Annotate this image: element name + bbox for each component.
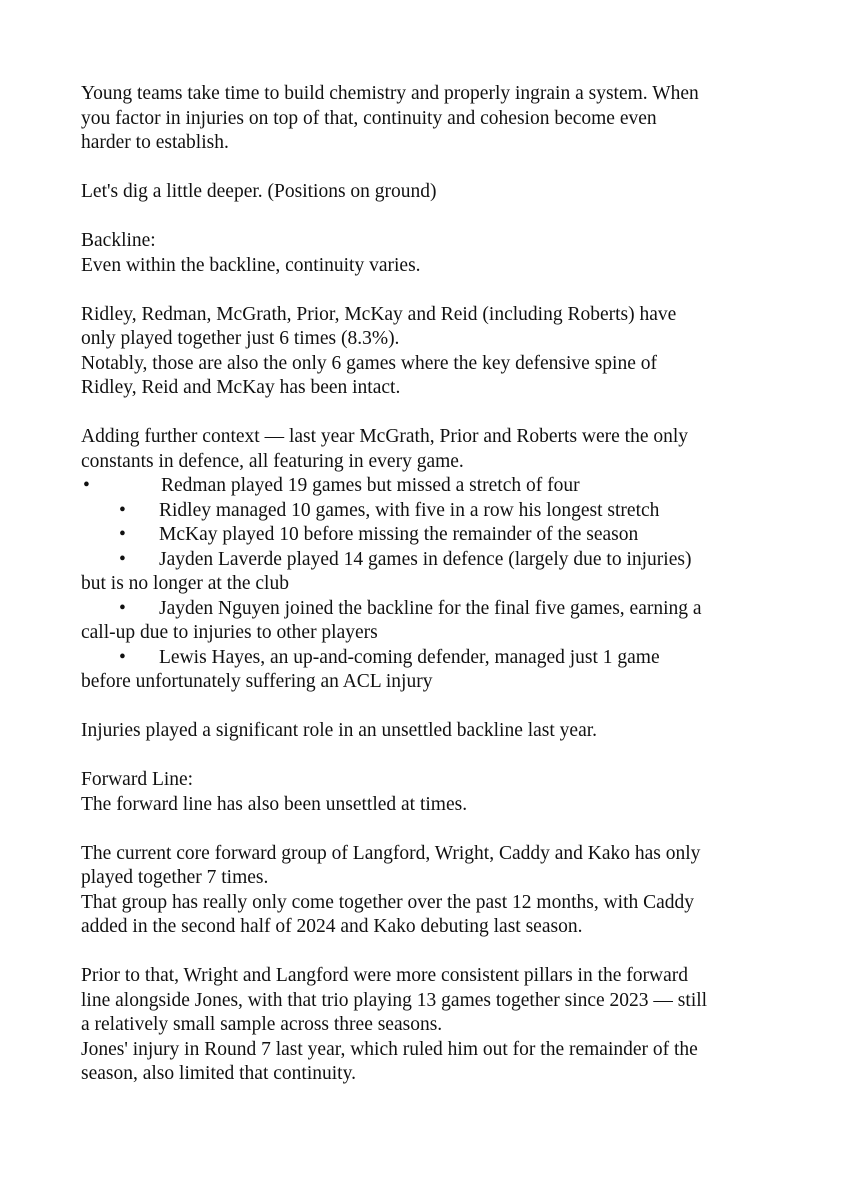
text-line: Jones' injury in Round 7 last year, which ruled him out for the remainder of the xyxy=(81,1038,698,1060)
dig-paragraph xyxy=(81,180,781,205)
text-line: line alongside Jones, with that trio playing 13 games together since 2023 — still xyxy=(81,989,708,1011)
list-item-text: McKay played 10 before missing the remainder of the season xyxy=(159,524,639,545)
injuries-paragraph xyxy=(81,719,781,744)
forward-paragraph-2 xyxy=(81,891,781,940)
list-item xyxy=(81,646,781,671)
text-line: Let's dig a little deeper. (Positions on ground) xyxy=(81,181,437,202)
text-line: season, also limited that continuity. xyxy=(81,1063,356,1084)
text-line: you factor in injuries on top of that, continuity and cohesion become even xyxy=(81,107,657,129)
list-item-continuation: before unfortunately suffering an ACL injury xyxy=(81,671,433,692)
backline-heading: Backline: xyxy=(81,230,156,251)
list-item-continuation: but is no longer at the club xyxy=(81,573,289,594)
text-line: The current core forward group of Langford, Wright, Caddy and Kako has only xyxy=(81,842,701,864)
jones-paragraph xyxy=(81,1038,781,1087)
bullet-marker: • xyxy=(83,475,90,496)
forward-heading: Forward Line: xyxy=(81,769,194,790)
document-page xyxy=(81,82,781,1111)
list-item xyxy=(81,474,781,499)
text-line: Notably, those are also the only 6 games where the key defensive spine of xyxy=(81,352,657,374)
text-line: That group has really only come together over the past 12 months, with Caddy xyxy=(81,891,695,913)
text-line: constants in defence, all featuring in every game. xyxy=(81,450,464,472)
text-line: only played together just 6 times (8.3%). xyxy=(81,328,400,349)
text-line: Prior to that, Wright and Langford were more consistent pillars in the forward xyxy=(81,965,688,986)
list-item xyxy=(81,597,781,622)
list-item-text: Jayden Nguyen joined the backline for the final five games, earning a xyxy=(159,597,702,619)
list-item-text: Redman played 19 games but missed a stretch of four xyxy=(161,475,580,496)
context-paragraph xyxy=(81,425,781,474)
text-line: a relatively small sample across three seasons. xyxy=(81,1014,443,1035)
bullet-marker: • xyxy=(119,548,126,570)
text-line: Ridley, Reid and McKay has been intact. xyxy=(81,377,401,398)
intro-paragraph xyxy=(81,82,781,156)
list-item-text: Ridley managed 10 games, with five in a row his longest stretch xyxy=(159,499,660,521)
text-line: Ridley, Redman, McGrath, Prior, McKay and Reid (including Roberts) have xyxy=(81,303,677,325)
bullet-marker: • xyxy=(119,597,126,619)
list-item xyxy=(81,499,781,524)
text-line: Young teams take time to build chemistry and properly ingrain a system. When xyxy=(81,83,699,104)
text-line: Injuries played a significant role in an unsettled backline last year. xyxy=(81,720,598,741)
bullet-marker: • xyxy=(119,524,126,545)
bullet-marker: • xyxy=(119,646,126,668)
list-item xyxy=(81,548,781,573)
text-line: The forward line has also been unsettled at times. xyxy=(81,793,468,815)
forward-section-intro xyxy=(81,768,781,817)
backline-paragraph-2 xyxy=(81,352,781,401)
forward-paragraph-1 xyxy=(81,842,781,891)
bullet-marker: • xyxy=(119,499,126,521)
text-line: played together 7 times. xyxy=(81,867,269,888)
text-line: Even within the backline, continuity varies. xyxy=(81,254,421,276)
text-line: Adding further context — last year McGrath, Prior and Roberts were the only xyxy=(81,426,689,447)
bullet-list xyxy=(81,474,781,695)
backline-paragraph-1 xyxy=(81,303,781,352)
text-line: harder to establish. xyxy=(81,132,229,153)
list-item-text: Lewis Hayes, an up-and-coming defender, managed just 1 game xyxy=(159,646,660,668)
text-line: added in the second half of 2024 and Kako debuting last season. xyxy=(81,916,583,937)
list-item xyxy=(81,523,781,548)
backline-section-intro xyxy=(81,229,781,278)
prior-paragraph xyxy=(81,964,781,1038)
list-item-continuation: call-up due to injuries to other players xyxy=(81,622,378,643)
list-item-text: Jayden Laverde played 14 games in defence (largely due to injuries) xyxy=(159,548,692,570)
